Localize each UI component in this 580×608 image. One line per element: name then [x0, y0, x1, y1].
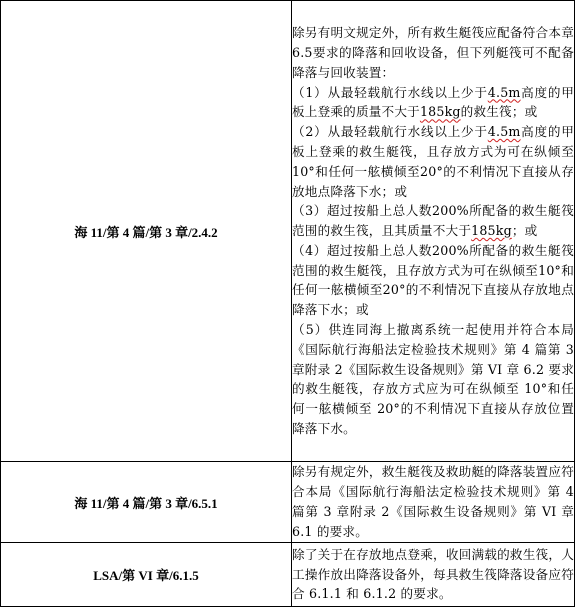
paragraph: （3）超过按船上总人数200%所配备的救生艇筏范围的救生筏，且其质量不大于185kg；或: [292, 203, 574, 239]
reference-cell: 海 11/第 4 篇/第 3 章/6.5.1: [1, 462, 292, 543]
requirement-cell: [292, 462, 575, 543]
paragraph: （4）超过按船上总人数200%所配备的救生艇筏范围的救生艇筏，且存放方式为可在纵倾至10°和任何一舷横倾至20°的不利情况下直接从存放地点降落下水；或: [292, 242, 574, 318]
reference-cell: 海 11/第 4 篇/第 3 章/2.4.2: [1, 1, 292, 462]
requirement-cell: [292, 543, 575, 607]
paragraph: （1）从最轻载航行水线以上少于4.5m高度的甲板上登乘的质量不大于185kg的救生筏；或: [292, 84, 574, 120]
table-row: [1, 1, 575, 462]
paragraph: （5）供连同海上撤离系统一起使用并符合本局《国际航行海船法定检验技术规则》第 4 篇第 3 章附录 2《国际救生设备规则》第 VI 章 6.2 要求的救生艇筏，存放方式应为可在纵倾至 10°和任何一舷横倾至 20°的不利情况下直接从存放位置降落下水。: [292, 322, 574, 437]
paragraph: （2）从最轻载航行水线以上少于4.5m高度的甲板上登乘的救生艇筏，且存放方式为可在纵倾至10°和任何一舷横倾至20°的不利情况下直接从存放地点降落下水；或: [292, 124, 574, 199]
spellcheck-underline: 4.5m: [487, 84, 521, 100]
spellcheck-underline: 4.5m: [487, 124, 521, 140]
paragraph: 除另有明文规定外，所有救生艇筏应配备符合本章6.5要求的降落和回收设备，但下列艇筏可不配备降落与回收装置：: [292, 25, 574, 80]
table-row: [1, 543, 575, 607]
reference-cell: LSA/第 VI 章/6.1.5: [1, 543, 292, 607]
spellcheck-underline: 185kg: [419, 104, 461, 120]
requirement-cell: [292, 1, 575, 462]
table-row: [1, 462, 575, 543]
paragraph: 除另有规定外，救生艇筏及救助艇的降落装置应符合本局《国际航行海船法定检验技术规则》第 4 篇第 3 章附录 2《国际救生设备规则》第 VI 章 6.1 的要求。: [292, 464, 574, 539]
paragraph: 除了关于在存放地点登乘，收回满载的救生筏，人工操作放出降落设备外，每具救生筏降落设备应符合 6.1.1 和 6.1.2 的要求。: [292, 546, 574, 602]
spellcheck-underline: 185kg: [471, 223, 512, 239]
